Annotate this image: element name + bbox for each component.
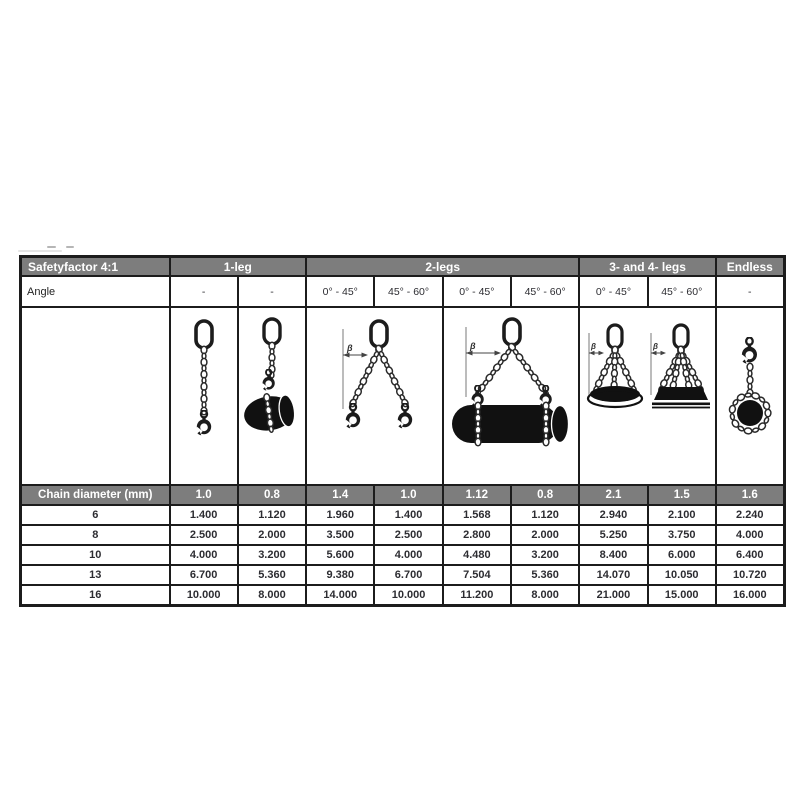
beta-label: β [470, 341, 476, 351]
illustration-endless-chain [716, 307, 784, 485]
wll-cell: 8.000 [238, 585, 306, 606]
angle-cell: 0° - 45° [443, 276, 511, 307]
header-1-leg: 1-leg [170, 257, 307, 277]
diameter-cell: 10 [21, 545, 170, 565]
angle-label: Angle [21, 276, 170, 307]
load-factor-cell: 1.12 [443, 485, 511, 505]
load-factor-cell: 1.6 [716, 485, 784, 505]
wll-cell: 6.000 [648, 545, 716, 565]
master-link-icon [674, 325, 688, 348]
angle-row [21, 276, 785, 307]
angle-cell: 45° - 60° [511, 276, 579, 307]
wll-cell: 2.240 [716, 505, 784, 525]
angle-cell: 45° - 60° [648, 276, 716, 307]
wll-cell: 1.120 [238, 505, 306, 525]
wll-cell: 5.360 [238, 565, 306, 585]
load-factor-cell: 1.0 [374, 485, 442, 505]
beta-label: β [590, 342, 596, 351]
wll-cell: 2.000 [238, 525, 306, 545]
wll-cell: 6.700 [374, 565, 442, 585]
wll-cell: 3.750 [648, 525, 716, 545]
load-base-line [652, 403, 710, 406]
safety-factor-header: Safetyfactor 4:1 [21, 257, 170, 277]
wll-cell: 2.500 [170, 525, 238, 545]
angle-cell: 45° - 60° [374, 276, 442, 307]
crop-artifact [47, 246, 56, 248]
beta-label: β [652, 342, 658, 351]
master-link-icon [196, 321, 212, 348]
load-factor-cell: 1.5 [648, 485, 716, 505]
diameter-cell: 8 [21, 525, 170, 545]
diameter-cell: 16 [21, 585, 170, 606]
wll-cell: 14.070 [579, 565, 647, 585]
wll-cell: 9.380 [306, 565, 374, 585]
gathered-chain-bundle [737, 400, 763, 426]
table-row [21, 505, 785, 525]
wll-cell: 6.400 [716, 545, 784, 565]
chain-icon [201, 346, 207, 415]
chain-diameter-label: Chain diameter (mm) [21, 485, 170, 505]
crop-artifact [66, 246, 74, 248]
illustration-row [21, 307, 785, 485]
wll-cell: 2.100 [648, 505, 716, 525]
header-endless: Endless [716, 257, 784, 277]
table-row [21, 545, 785, 565]
wll-cell: 2.500 [374, 525, 442, 545]
wll-cell: 15.000 [648, 585, 716, 606]
diameter-cell: 6 [21, 505, 170, 525]
table-row [21, 585, 785, 606]
crop-artifact [18, 250, 62, 252]
load-capacity-table [19, 255, 786, 607]
load-cylinder-cap [552, 406, 569, 443]
header-3-4-legs: 3- and 4- legs [579, 257, 716, 277]
illustration-two-leg-choke-cylinder [443, 307, 580, 485]
chain-icon [747, 363, 753, 397]
wll-cell: 10.000 [170, 585, 238, 606]
angle-cell: 0° - 45° [579, 276, 647, 307]
sling-hook-icon [739, 338, 757, 364]
wll-cell: 2.800 [443, 525, 511, 545]
angle-cell: - [716, 276, 784, 307]
wll-cell: 7.504 [443, 565, 511, 585]
wll-cell: 14.000 [306, 585, 374, 606]
wll-cell: 1.400 [374, 505, 442, 525]
load-factor-cell: 0.8 [511, 485, 579, 505]
wll-cell: 4.480 [443, 545, 511, 565]
load-factor-cell: 1.4 [306, 485, 374, 505]
wll-cell: 11.200 [443, 585, 511, 606]
load-factor-cell: 1.0 [170, 485, 238, 505]
wll-cell: 4.000 [374, 545, 442, 565]
illustration-two-leg-hooks [306, 307, 443, 485]
wll-cell: 10.000 [374, 585, 442, 606]
wll-cell: 8.400 [579, 545, 647, 565]
wll-cell: 10.050 [648, 565, 716, 585]
header-row [21, 257, 785, 277]
chain-diameter-row [21, 485, 785, 505]
load-base-line [652, 407, 710, 409]
wll-cell: 16.000 [716, 585, 784, 606]
wll-cell: 21.000 [579, 585, 647, 606]
wll-cell: 2.000 [511, 525, 579, 545]
wll-cell: 3.500 [306, 525, 374, 545]
angle-cell: - [238, 276, 306, 307]
master-link-icon [371, 321, 387, 347]
wll-cell: 1.400 [170, 505, 238, 525]
wll-cell: 5.360 [511, 565, 579, 585]
wll-cell: 6.700 [170, 565, 238, 585]
illustration-single-leg-choke [238, 307, 306, 485]
table-row [21, 525, 785, 545]
wll-cell: 2.940 [579, 505, 647, 525]
wll-cell: 5.600 [306, 545, 374, 565]
load-factor-cell: 0.8 [238, 485, 306, 505]
beta-label: β [347, 343, 353, 353]
header-2-legs: 2-legs [306, 257, 579, 277]
chain-icon [375, 344, 410, 407]
table-row [21, 565, 785, 585]
illustration-single-leg-straight [170, 307, 238, 485]
wll-cell: 4.000 [170, 545, 238, 565]
wll-cell: 10.720 [716, 565, 784, 585]
diameter-cell: 13 [21, 565, 170, 585]
master-link-icon [264, 319, 280, 344]
angle-cell: 0° - 45° [306, 276, 374, 307]
load-cylinder [452, 405, 558, 443]
choke-chain-icon [543, 402, 549, 446]
load-round-plate [590, 386, 640, 402]
load-trapezoid [654, 387, 708, 400]
wll-cell: 4.000 [716, 525, 784, 545]
master-link-icon [504, 319, 520, 345]
sling-hook-icon [396, 404, 413, 429]
wll-cell: 8.000 [511, 585, 579, 606]
load-factor-cell: 2.1 [579, 485, 647, 505]
wll-cell: 1.568 [443, 505, 511, 525]
wll-cell: 5.250 [579, 525, 647, 545]
chain-icon [349, 344, 384, 407]
wll-cell: 3.200 [511, 545, 579, 565]
illustration-three-and-four-leg [579, 307, 716, 485]
wll-cell: 1.120 [511, 505, 579, 525]
master-link-icon [608, 325, 622, 348]
angle-cell: - [170, 276, 238, 307]
empty-cell [21, 307, 170, 485]
choke-chain-icon [475, 402, 481, 446]
wll-cell: 3.200 [238, 545, 306, 565]
wll-cell: 1.960 [306, 505, 374, 525]
